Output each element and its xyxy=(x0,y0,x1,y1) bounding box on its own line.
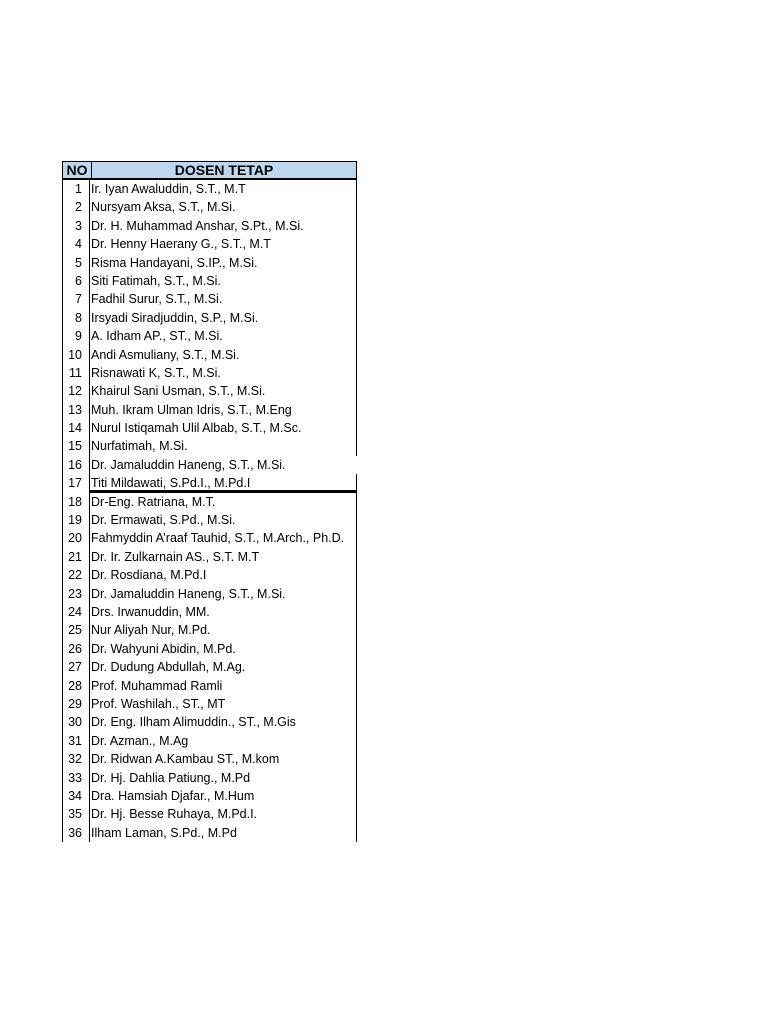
table-row xyxy=(62,290,357,308)
table-body xyxy=(62,180,357,842)
row-number: 5 xyxy=(62,254,90,272)
row-number: 1 xyxy=(62,180,90,198)
table-row xyxy=(62,419,357,437)
lecturer-name: Dr. Henny Haerany G., S.T., M.T xyxy=(90,235,357,253)
lecturer-name: Nurul Istiqamah Ulil Albab, S.T., M.Sc. xyxy=(90,419,357,437)
row-number: 34 xyxy=(62,787,90,805)
row-number: 4 xyxy=(62,235,90,253)
row-number: 32 xyxy=(62,750,90,768)
row-number: 29 xyxy=(62,695,90,713)
row-number: 14 xyxy=(62,419,90,437)
lecturer-name: Dr. Eng. Ilham Alimuddin., ST., M.Gis xyxy=(90,713,357,731)
lecturer-name: Drs. Irwanuddin, MM. xyxy=(90,603,357,621)
row-number: 3 xyxy=(62,217,90,235)
table-row xyxy=(62,437,357,455)
lecturer-name: Dr. Ermawati, S.Pd., M.Si. xyxy=(90,511,357,529)
row-number: 10 xyxy=(62,346,90,364)
row-number: 8 xyxy=(62,309,90,327)
lecturer-name: Dr. Jamaluddin Haneng, S.T., M.Si. xyxy=(91,457,286,472)
table-row xyxy=(62,511,357,529)
header-dosen-tetap: DOSEN TETAP xyxy=(174,162,274,178)
row-number: 36 xyxy=(62,824,90,842)
table-row xyxy=(62,235,357,253)
lecturer-name: Nurfatimah, M.Si. xyxy=(90,437,357,455)
lecturer-name: Dr. Ir. Zulkarnain AS., S.T. M.T xyxy=(90,548,357,566)
table-row xyxy=(62,824,357,842)
lecturer-name: Dr. Ridwan A.Kambau ST., M.kom xyxy=(90,750,357,768)
lecturer-name: Ilham Laman, S.Pd., M.Pd xyxy=(90,824,357,842)
table-row xyxy=(62,180,357,198)
lecturer-name: Dr. Wahyuni Abidin, M.Pd. xyxy=(90,640,357,658)
lecturer-name: Dr-Eng. Ratriana, M.T. xyxy=(90,493,357,511)
row-number: 13 xyxy=(62,401,90,419)
row-number: 7 xyxy=(62,290,90,308)
lecturer-name: Nursyam Aksa, S.T., M.Si. xyxy=(90,198,357,216)
row-number: 9 xyxy=(62,327,90,345)
lecturer-name: Khairul Sani Usman, S.T., M.Si. xyxy=(90,382,357,400)
table-row xyxy=(62,254,357,272)
table-row xyxy=(62,805,357,823)
lecturer-name: Fadhil Surur, S.T., M.Si. xyxy=(90,290,357,308)
row-number: 33 xyxy=(62,769,90,787)
lecturer-name: Andi Asmuliany, S.T., M.Si. xyxy=(90,346,357,364)
lecturer-name: Fahmyddin A’raaf Tauhid, S.T., M.Arch., Ph.D. xyxy=(90,529,357,547)
row-number: 2 xyxy=(62,198,90,216)
lecturer-name: Nur Aliyah Nur, M.Pd. xyxy=(90,621,357,639)
table-row xyxy=(62,401,357,419)
table-row xyxy=(62,309,357,327)
lecturer-name: Dr. Azman., M.Ag xyxy=(90,732,357,750)
lecturer-name: Risma Handayani, S.IP., M.Si. xyxy=(90,254,357,272)
lecturer-name: Irsyadi Siradjuddin, S.P., M.Si. xyxy=(90,309,357,327)
row-number: 24 xyxy=(62,603,90,621)
table-row xyxy=(62,695,357,713)
table-row xyxy=(62,787,357,805)
lecturer-name: Dr. H. Muhammad Anshar, S.Pt., M.Si. xyxy=(90,217,357,235)
row-number: 23 xyxy=(62,585,90,603)
lecturer-name: Dra. Hamsiah Djafar., M.Hum xyxy=(90,787,357,805)
table-row xyxy=(62,732,357,750)
row-number: 27 xyxy=(62,658,90,676)
lecturer-name: A. Idham AP., ST., M.Si. xyxy=(90,327,357,345)
table-row xyxy=(62,529,357,547)
table-row xyxy=(62,585,357,603)
lecturer-name: Ir. Iyan Awaluddin, S.T., M.T xyxy=(90,180,357,198)
lecturer-name: Dr. Hj. Dahlia Patiung., M.Pd xyxy=(90,769,357,787)
table-row xyxy=(62,677,357,695)
table-row xyxy=(62,327,357,345)
table-row xyxy=(62,493,357,511)
table-row xyxy=(62,769,357,787)
table-row xyxy=(62,603,357,621)
header-no: NO xyxy=(63,162,92,178)
lecturer-name: Dr. Rosdiana, M.Pd.I xyxy=(90,566,357,584)
row-number: 20 xyxy=(62,529,90,547)
lecturer-name: Prof. Muhammad Ramli xyxy=(90,677,357,695)
row-number: 18 xyxy=(62,493,90,511)
table-row xyxy=(62,456,357,474)
lecturer-name: Dr. Hj. Besse Ruhaya, M.Pd.I. xyxy=(90,805,357,823)
row-number: 31 xyxy=(62,732,90,750)
row-number: 16 xyxy=(62,456,90,474)
row-number: 21 xyxy=(62,548,90,566)
table-row xyxy=(62,474,357,492)
lecturer-name: Risnawati K, S.T., M.Si. xyxy=(90,364,357,382)
table-row xyxy=(62,198,357,216)
table-row xyxy=(62,658,357,676)
lecturer-name: Titi Mildawati, S.Pd.I., M.Pd.I xyxy=(90,474,357,492)
row-number: 6 xyxy=(62,272,90,290)
table-row xyxy=(62,217,357,235)
lecturer-name: Dr. Jamaluddin Haneng, S.T., M.Si. xyxy=(90,585,357,603)
row-number: 30 xyxy=(62,713,90,731)
table-row xyxy=(62,272,357,290)
dosen-table xyxy=(62,161,357,842)
row-number: 15 xyxy=(62,437,90,455)
row-number: 17 xyxy=(62,474,90,492)
table-row xyxy=(62,382,357,400)
row-number: 22 xyxy=(62,566,90,584)
table-row xyxy=(62,640,357,658)
lecturer-name: Dr. Dudung Abdullah, M.Ag. xyxy=(90,658,357,676)
row-number: 19 xyxy=(62,511,90,529)
lecturer-name: Siti Fatimah, S.T., M.Si. xyxy=(90,272,357,290)
table-row xyxy=(62,364,357,382)
row-number: 26 xyxy=(62,640,90,658)
table-row xyxy=(62,750,357,768)
table-row xyxy=(62,548,357,566)
row-number: 25 xyxy=(62,621,90,639)
lecturer-name: Muh. Ikram Ulman Idris, S.T., M.Eng xyxy=(90,401,357,419)
lecturer-name: Prof. Washilah., ST., MT xyxy=(90,695,357,713)
row-number: 35 xyxy=(62,805,90,823)
table-row xyxy=(62,713,357,731)
row-number: 12 xyxy=(62,382,90,400)
row-number: 11 xyxy=(62,364,90,382)
table-row xyxy=(62,621,357,639)
table-header xyxy=(62,161,357,180)
table-row xyxy=(62,346,357,364)
row-number: 28 xyxy=(62,677,90,695)
table-row xyxy=(62,566,357,584)
